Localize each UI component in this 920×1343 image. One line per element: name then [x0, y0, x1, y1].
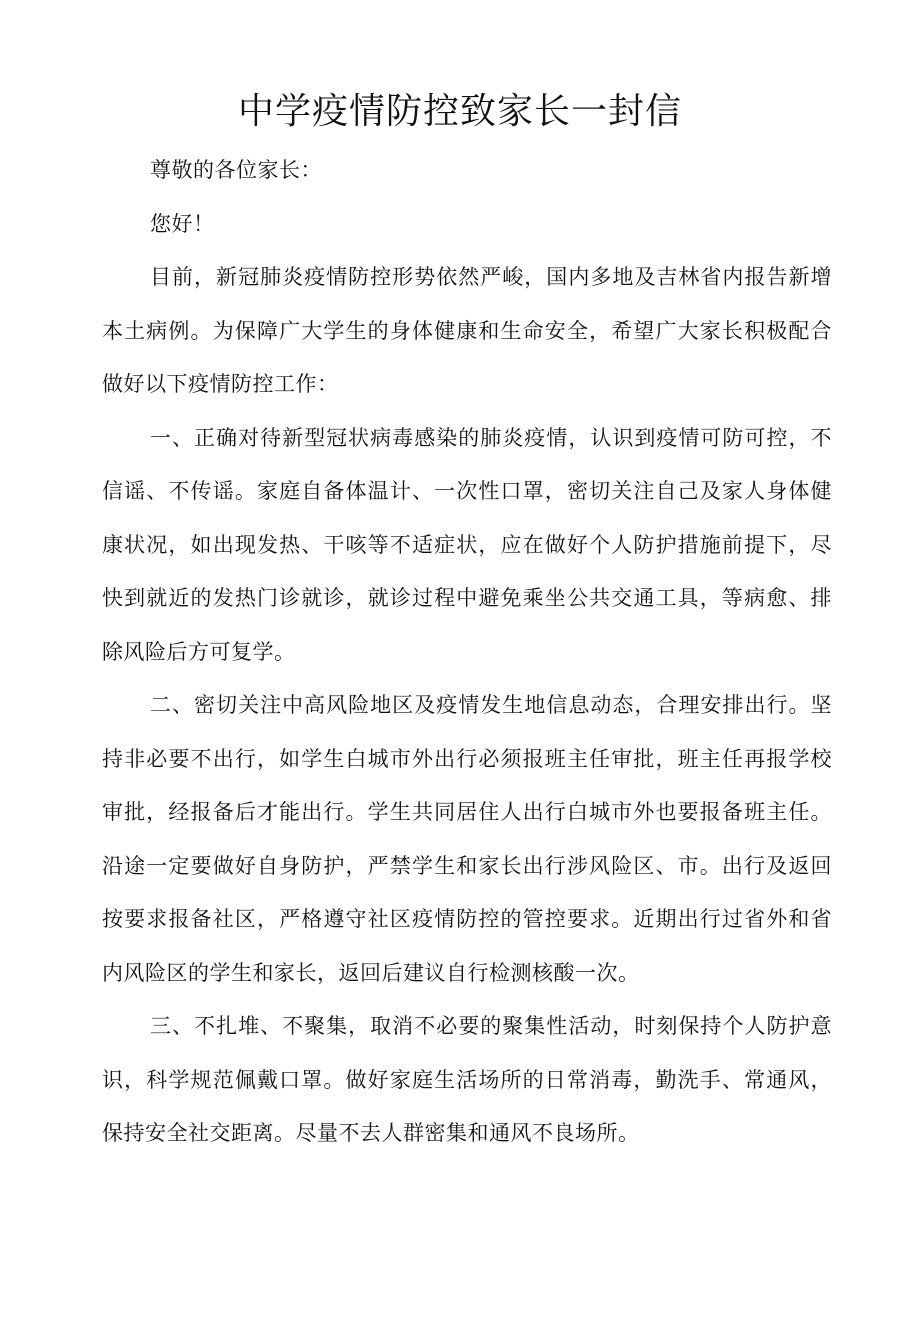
document-title: 中学疫情防控致家长一封信	[237, 91, 682, 132]
letter-body	[102, 144, 832, 1161]
paragraph-item-2: 二、密切关注中高风险地区及疫情发生地信息动态，合理安排出行。坚持非必要不出行，如学生白城市外出行必须报班主任审批，班主任再报学校审批，经报备后才能出行。学生共同居住人出行白城市外也要报备班主任。沿途一定要做好自身防护，严禁学生和家长出行涉风险区、市。出行及返回按要求报备社区，严格遵守社区疫情防控的管控要求。近期出行过省外和省内风险区的学生和家长，返回后建议自行检测核酸一次。	[102, 693, 832, 985]
salutation: 尊敬的各位家长：	[150, 158, 322, 182]
paragraph-item-1: 一、正确对待新型冠状病毒感染的肺炎疫情，认识到疫情可防可控，不信谣、不传谣。家庭自备体温计、一次性口罩，密切关注自己及家人身体健康状况，如出现发热、干咳等不适症状，应在做好个人防护措施前提下，尽快到就近的发热门诊就诊，就诊过程中避免乘坐公共交通工具，等病愈、排除风险后方可复学。	[102, 425, 832, 664]
greeting: 您好！	[150, 211, 215, 236]
paragraph-item-3: 三、不扎堆、不聚集，取消不必要的聚集性活动，时刻保持个人防护意识，科学规范佩戴口罩。做好家庭生活场所的日常消毒，勤洗手、常通风，保持安全社交距离。尽量不去人群密集和通风不良场所。	[102, 1014, 832, 1145]
paragraph-intro: 目前，新冠肺炎疫情防控形势依然严峻，国内多地及吉林省内报告新增本土病例。为保障广大学生的身体健康和生命安全，希望广大家长积极配合做好以下疫情防控工作：	[102, 265, 832, 396]
